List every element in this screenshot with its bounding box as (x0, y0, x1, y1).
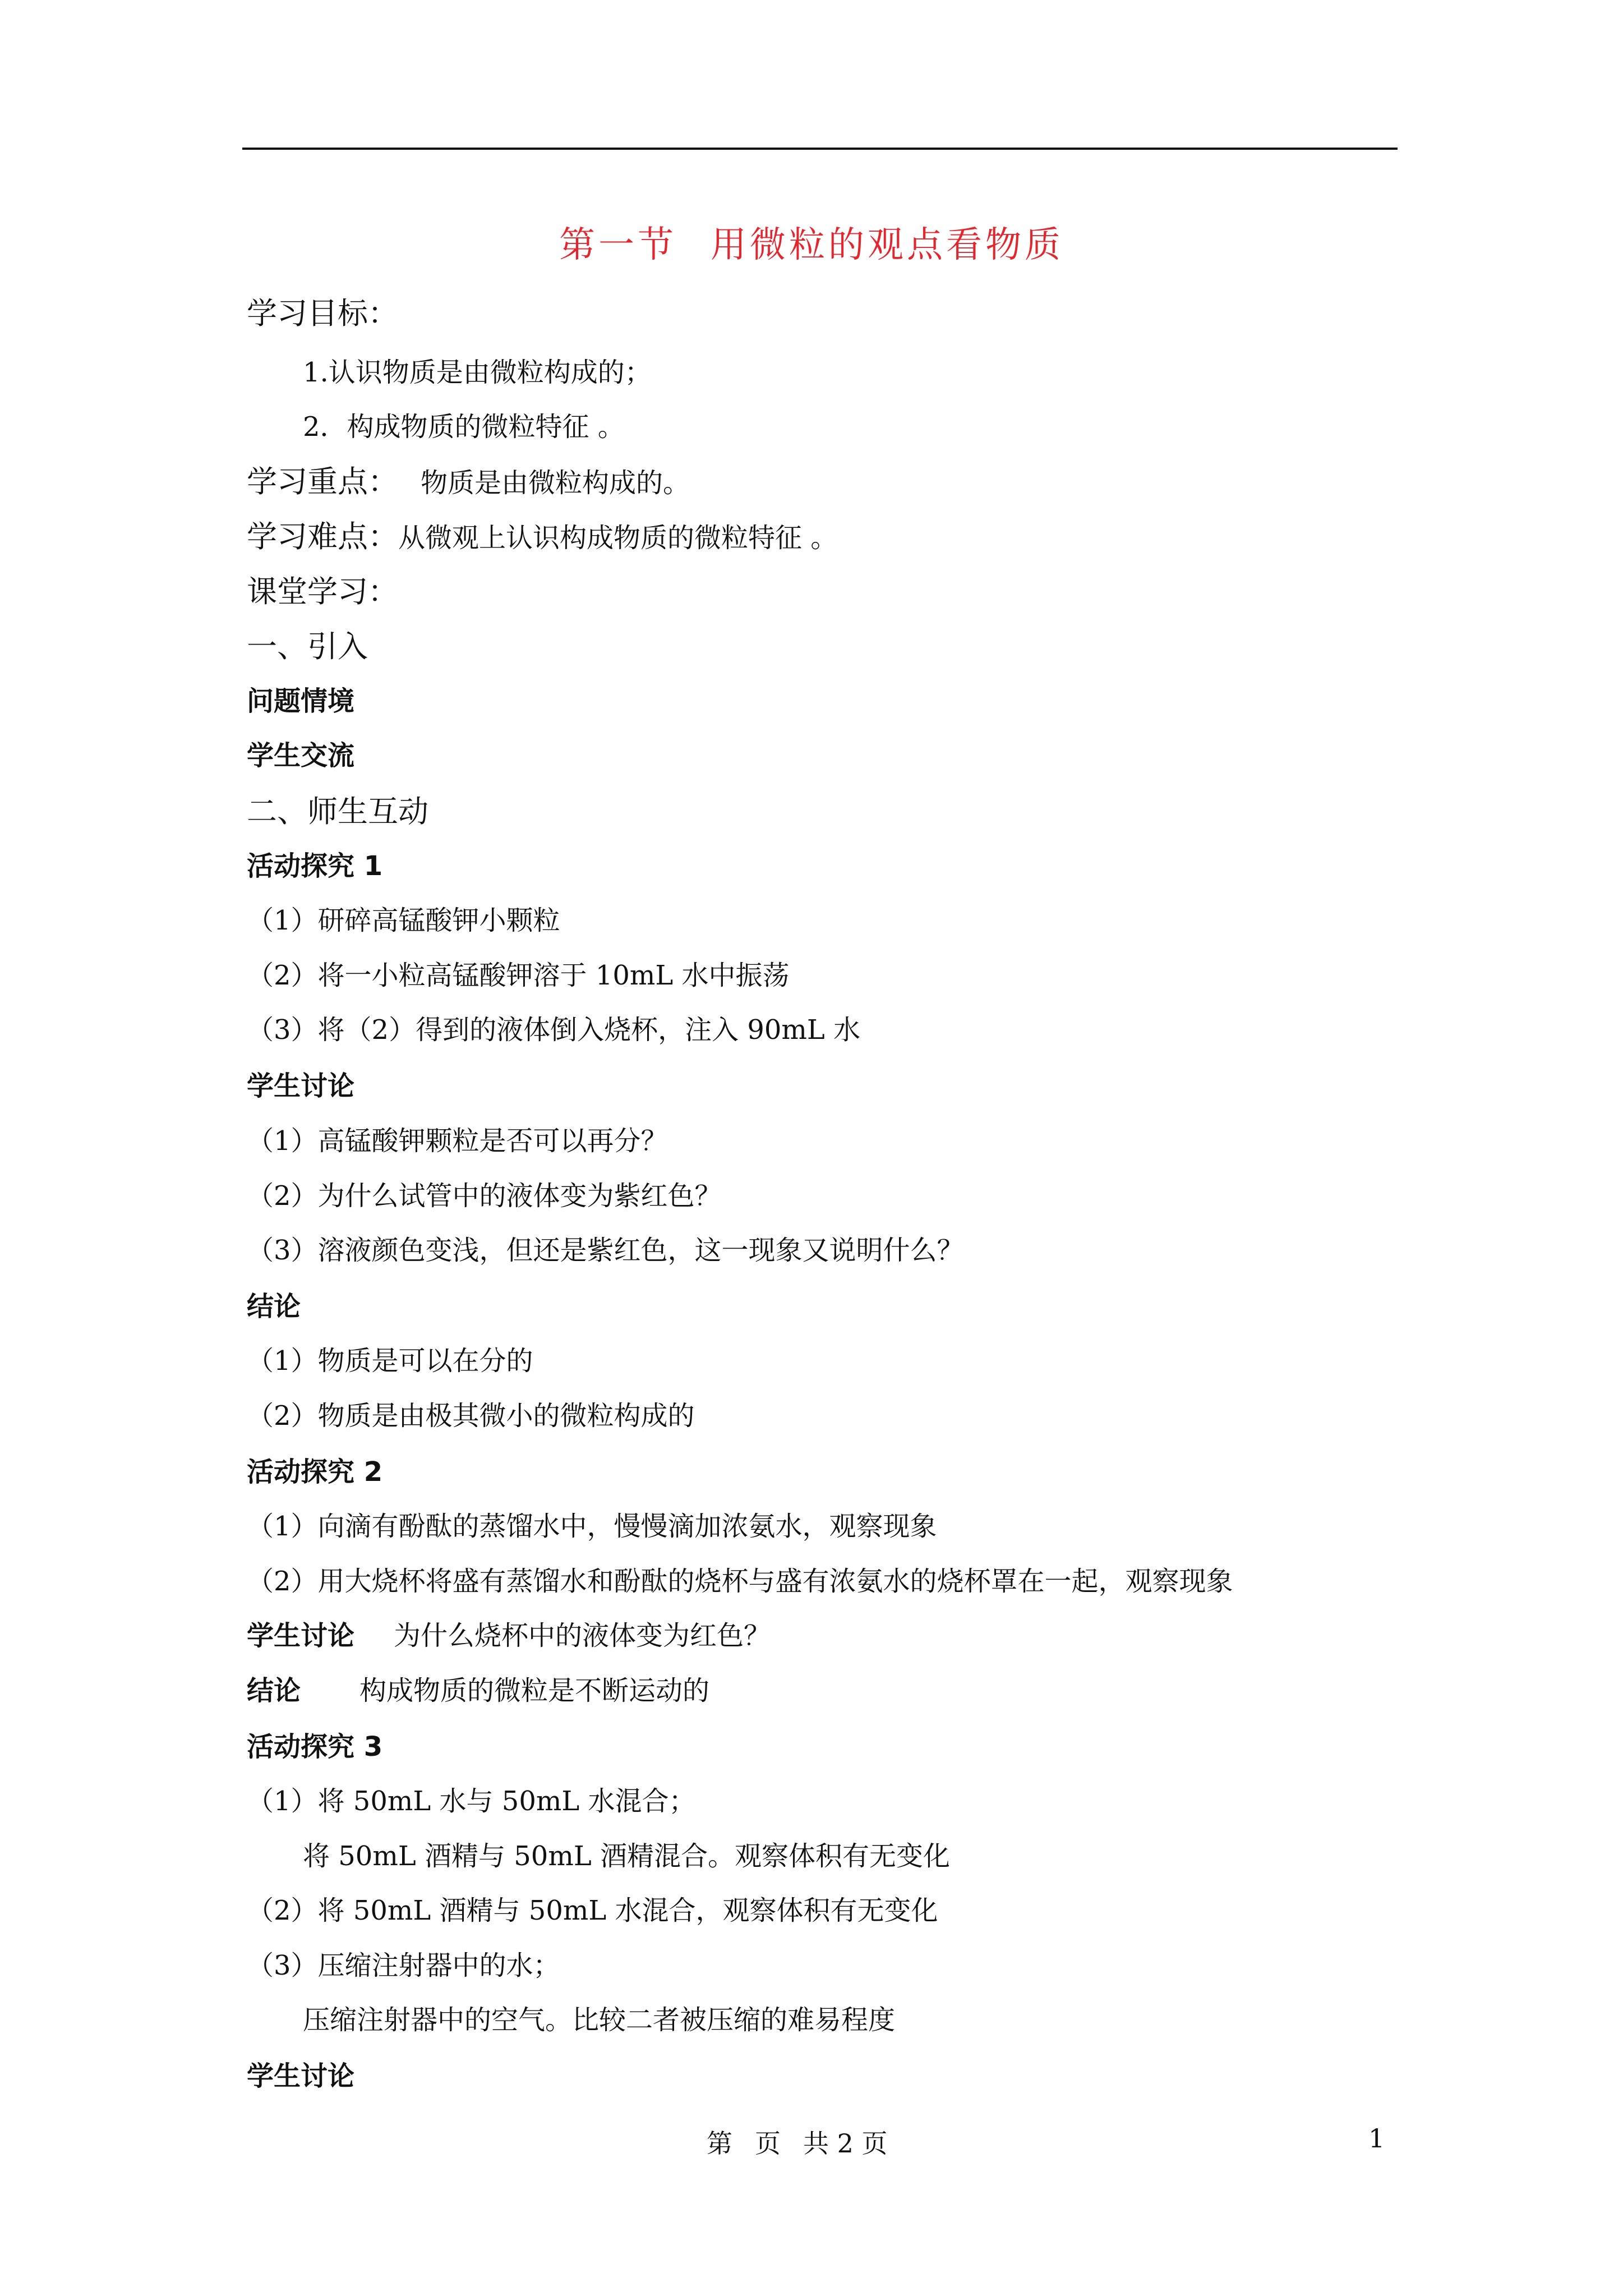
key-point-label: 学习重点： (247, 464, 398, 499)
goal-item-2: 2．构成物质的微粒特征 。 (303, 411, 625, 443)
activity3-item-1: （1）将 50mL 水与 50mL 水混合； (247, 1786, 696, 1817)
activity1-heading: 活动探究 1 (247, 850, 383, 882)
activity3-discuss-heading: 学生讨论 (247, 2060, 355, 2092)
goal-item-1: 1.认识物质是由微粒构成的； (303, 357, 652, 388)
key-point-text: 物质是由微粒构成的。 (421, 467, 690, 499)
activity3-item-5: 压缩注射器中的空气。比较二者被压缩的难易程度 (303, 2004, 896, 2036)
goals-heading: 学习目标： (247, 296, 398, 331)
activity1-discuss-3: （3）溶液颜色变浅，但还是紫红色，这一现象又说明什么？ (247, 1235, 964, 1266)
key-point (247, 464, 690, 499)
activity3-item-2: 将 50mL 酒精与 50mL 酒精混合。观察体积有无变化 (303, 1841, 950, 1872)
activity1-discuss-1: （1）高锰酸钾颗粒是否可以再分？ (247, 1125, 668, 1157)
classroom-heading: 课堂学习： (247, 574, 398, 609)
page-footer (707, 2123, 910, 2160)
footer-total: 共 2 页 (803, 2128, 888, 2159)
activity1-conclusion-heading: 结论 (247, 1291, 301, 1322)
section1-sub1: 问题情境 (247, 685, 355, 717)
activity2-discuss-label: 学生讨论 (247, 1620, 355, 1651)
activity2-item-1: （1）向滴有酚酞的蒸馏水中，慢慢滴加浓氨水，观察现象 (247, 1511, 937, 1542)
difficulty (247, 519, 838, 554)
activity2-discuss (247, 1622, 771, 1649)
activity2-conclusion-text: 构成物质的微粒是不断运动的 (359, 1675, 710, 1706)
activity1-conclusion-1: （1）物质是可以在分的 (247, 1345, 533, 1377)
page-title (0, 216, 1623, 268)
activity2-item-2: （2）用大烧杯将盛有蒸馏水和酚酞的烧杯与盛有浓氨水的烧杯罩在一起，观察现象 (247, 1566, 1233, 1597)
footer-ye: 页 (755, 2128, 781, 2159)
difficulty-label: 学习难点： (247, 519, 398, 554)
activity2-discuss-text: 为什么烧杯中的液体变为红色？ (394, 1620, 771, 1651)
footer-di: 第 (707, 2128, 732, 2159)
activity2-conclusion (247, 1677, 709, 1704)
activity3-item-4: （3）压缩注射器中的水； (247, 1950, 560, 1981)
activity2-heading: 活动探究 2 (247, 1456, 383, 1488)
page-number: 1 (1368, 2123, 1385, 2154)
activity1-item-1: （1）研碎高锰酸钾小颗粒 (247, 905, 560, 936)
activity2-conclusion-label: 结论 (247, 1675, 301, 1706)
difficulty-text: 从微观上认识构成物质的微粒特征 。 (398, 522, 838, 554)
section1-heading: 一、引入 (247, 629, 368, 664)
title-section-number: 第一节 (559, 224, 677, 266)
activity1-conclusion-2: （2）物质是由极其微小的微粒构成的 (247, 1400, 695, 1432)
activity1-item-3: （3）将（2）得到的液体倒入烧杯，注入 90mL 水 (247, 1014, 861, 1046)
activity1-discuss-heading: 学生讨论 (247, 1070, 355, 1102)
activity3-heading: 活动探究 3 (247, 1731, 383, 1763)
activity1-item-2: （2）将一小粒高锰酸钾溶于 10mL 水中振荡 (247, 960, 790, 991)
section2-heading: 二、师生互动 (247, 794, 428, 829)
activity1-discuss-2: （2）为什么试管中的液体变为紫红色？ (247, 1180, 722, 1212)
section1-sub2: 学生交流 (247, 740, 355, 771)
activity3-item-3: （2）将 50mL 酒精与 50mL 水混合，观察体积有无变化 (247, 1895, 938, 1926)
header-rule (242, 148, 1398, 150)
title-text: 用微粒的观点看物质 (711, 224, 1064, 266)
